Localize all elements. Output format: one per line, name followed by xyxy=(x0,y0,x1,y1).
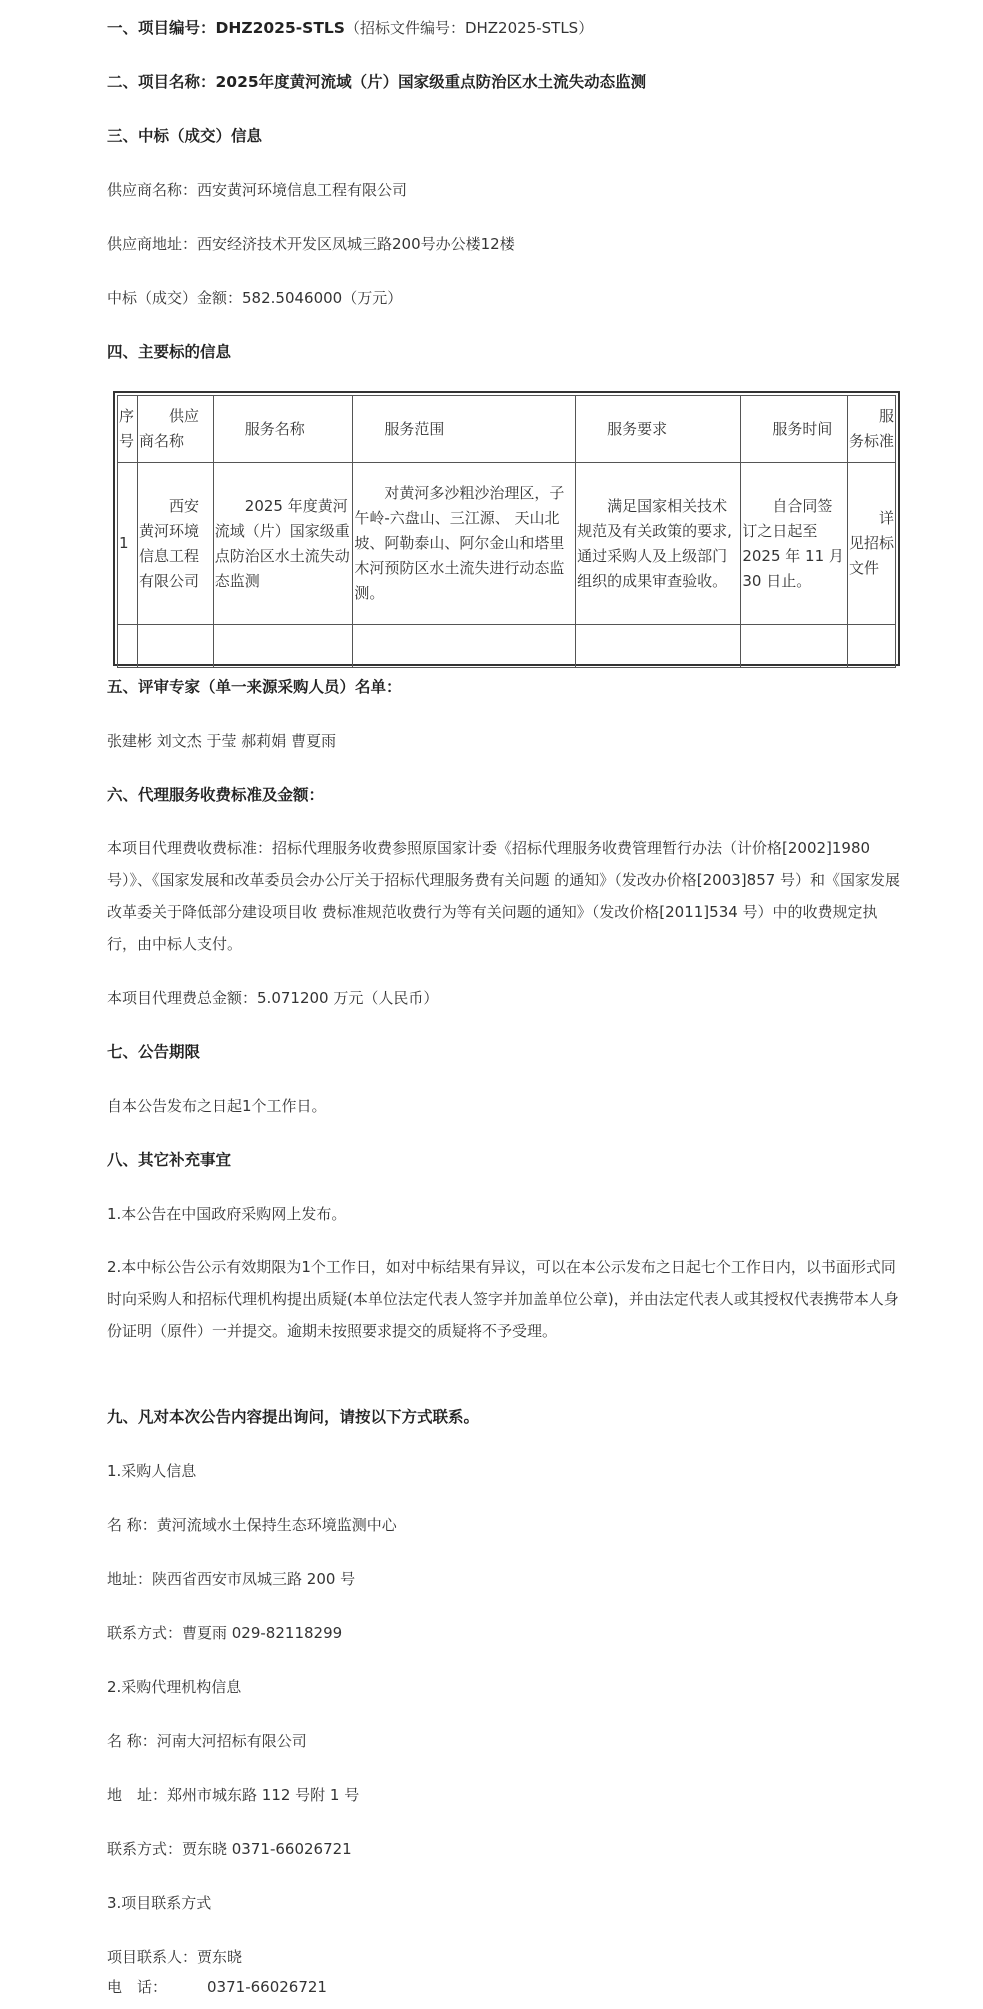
header-supplier: 供应商名称 xyxy=(137,396,213,463)
agent-address: 地 址：郑州市城东路 112 号附 1 号 xyxy=(107,1786,360,1804)
table-row xyxy=(118,463,896,625)
project-number-line xyxy=(107,17,593,39)
other-matters-item-2: 2.本中标公告公示有效期限为1个工作日，如对中标结果有异议，可以在本公示发布之日起七个工作日内，以书面形式同时向采购人和招标代理机构提出质疑(本单位法定代表人签字并加盖单位公章)，并由法定代表人或其授权代表携带本人身份证明（原件）一并提交。逾期未按照要求提交的质疑将不予受理。 xyxy=(107,1258,899,1340)
project-number-value: DHZ2025-STLS xyxy=(215,19,345,37)
supplier-name: 供应商名称：西安黄河环境信息工程有限公司 xyxy=(107,181,408,199)
cell-index: 1 xyxy=(118,463,138,625)
cell-service-name: 2025 年度黄河流域（片）国家级重点防治区水土流失动态监测 xyxy=(213,463,353,625)
award-info-heading: 三、中标（成交）信息 xyxy=(107,127,263,145)
agent-contact: 联系方式：贾东晓 0371-66026721 xyxy=(107,1840,352,1858)
table-header-row xyxy=(118,396,896,463)
cell-service-standard: 详见招标文件 xyxy=(847,463,895,625)
project-name-heading: 二、项目名称：2025年度黄河流域（片）国家级重点防治区水土流失动态监测 xyxy=(107,73,647,91)
header-service-name: 服务名称 xyxy=(213,396,353,463)
header-service-scope: 服务范围 xyxy=(353,396,576,463)
cell-service-time: 自合同签订之日起至 2025 年 11 月 30 日止。 xyxy=(741,463,848,625)
header-index: 序号 xyxy=(118,396,138,463)
buyer-name: 名 称：黄河流域水土保持生态环境监测中心 xyxy=(107,1516,397,1534)
contact-heading: 九、凡对本次公告内容提出询问，请按以下方式联系。 xyxy=(107,1408,480,1426)
project-number-label: 一、项目编号： xyxy=(107,19,216,37)
header-service-standard: 服务标准 xyxy=(847,396,895,463)
other-matters-heading: 八、其它补充事宜 xyxy=(107,1151,232,1169)
main-subject-heading: 四、主要标的信息 xyxy=(107,343,232,361)
cell-supplier: 西安黄河环境信息工程有限公司 xyxy=(137,463,213,625)
agency-fee-total: 本项目代理费总金额：5.071200 万元（人民币） xyxy=(107,989,439,1007)
agent-info-title: 2.采购代理机构信息 xyxy=(107,1678,242,1696)
cell-service-scope: 对黄河多沙粗沙治理区，子午岭-六盘山、三江源、 天山北坡、阿勒泰山、阿尔金山和塔里木河预防区水土流失进行动态监 测。 xyxy=(353,463,576,625)
table-empty-row xyxy=(118,625,896,668)
buyer-contact: 联系方式：曹夏雨 029-82118299 xyxy=(107,1624,343,1642)
subject-table-frame xyxy=(113,391,900,666)
subject-table xyxy=(117,395,896,668)
buyer-info-title: 1.采购人信息 xyxy=(107,1462,197,1480)
experts-heading: 五、评审专家（单一来源采购人员）名单： xyxy=(107,678,402,696)
project-phone-label: 电 话： xyxy=(107,1978,168,1996)
notice-period-text: 自本公告发布之日起1个工作日。 xyxy=(107,1097,327,1115)
tender-doc-number: （招标文件编号：DHZ2025-STLS） xyxy=(344,19,594,37)
buyer-address: 地址：陕西省西安市凤城三路 200 号 xyxy=(107,1570,356,1588)
project-contact-title: 3.项目联系方式 xyxy=(107,1894,212,1912)
agency-fee-standard: 本项目代理费收费标准：招标代理服务收费参照原国家计委《招标代理服务收费管理暂行办法（计价格[2002]1980 号）》、《国家发展和改革委员会办公厅关于招标代理服务费有关问题 的通知》（发改办价格[2003]857 号）和《国家发展改革委关于降低部分建设项目收 费标准规范收费行为等有关问题的通知》（发改价格[2011]534 号）中的收费规定执 行，由中标人支付。 xyxy=(107,839,901,953)
supplier-address: 供应商地址：西安经济技术开发区凤城三路200号办公楼12楼 xyxy=(107,235,515,253)
agent-name: 名 称：河南大河招标有限公司 xyxy=(107,1732,307,1750)
other-matters-item-1: 1.本公告在中国政府采购网上发布。 xyxy=(107,1205,347,1223)
cell-service-requirement: 满足国家相关技术规范及有关政策的要求,通过采购人及上级部门组织的成果审查验收。 xyxy=(576,463,741,625)
experts-names: 张建彬 刘文杰 于莹 郝莉娟 曹夏雨 xyxy=(107,732,337,750)
project-phone: 0371-66026721 xyxy=(207,1978,327,1996)
project-phone-line xyxy=(107,1976,327,1998)
header-service-requirement: 服务要求 xyxy=(576,396,741,463)
header-service-time: 服务时间 xyxy=(741,396,848,463)
notice-period-heading: 七、公告期限 xyxy=(107,1043,201,1061)
agency-fee-heading: 六、代理服务收费标准及金额： xyxy=(107,786,325,804)
award-amount: 中标（成交）金额：582.5046000（万元） xyxy=(107,289,403,307)
project-contact-person: 项目联系人：贾东晓 xyxy=(107,1948,243,1966)
